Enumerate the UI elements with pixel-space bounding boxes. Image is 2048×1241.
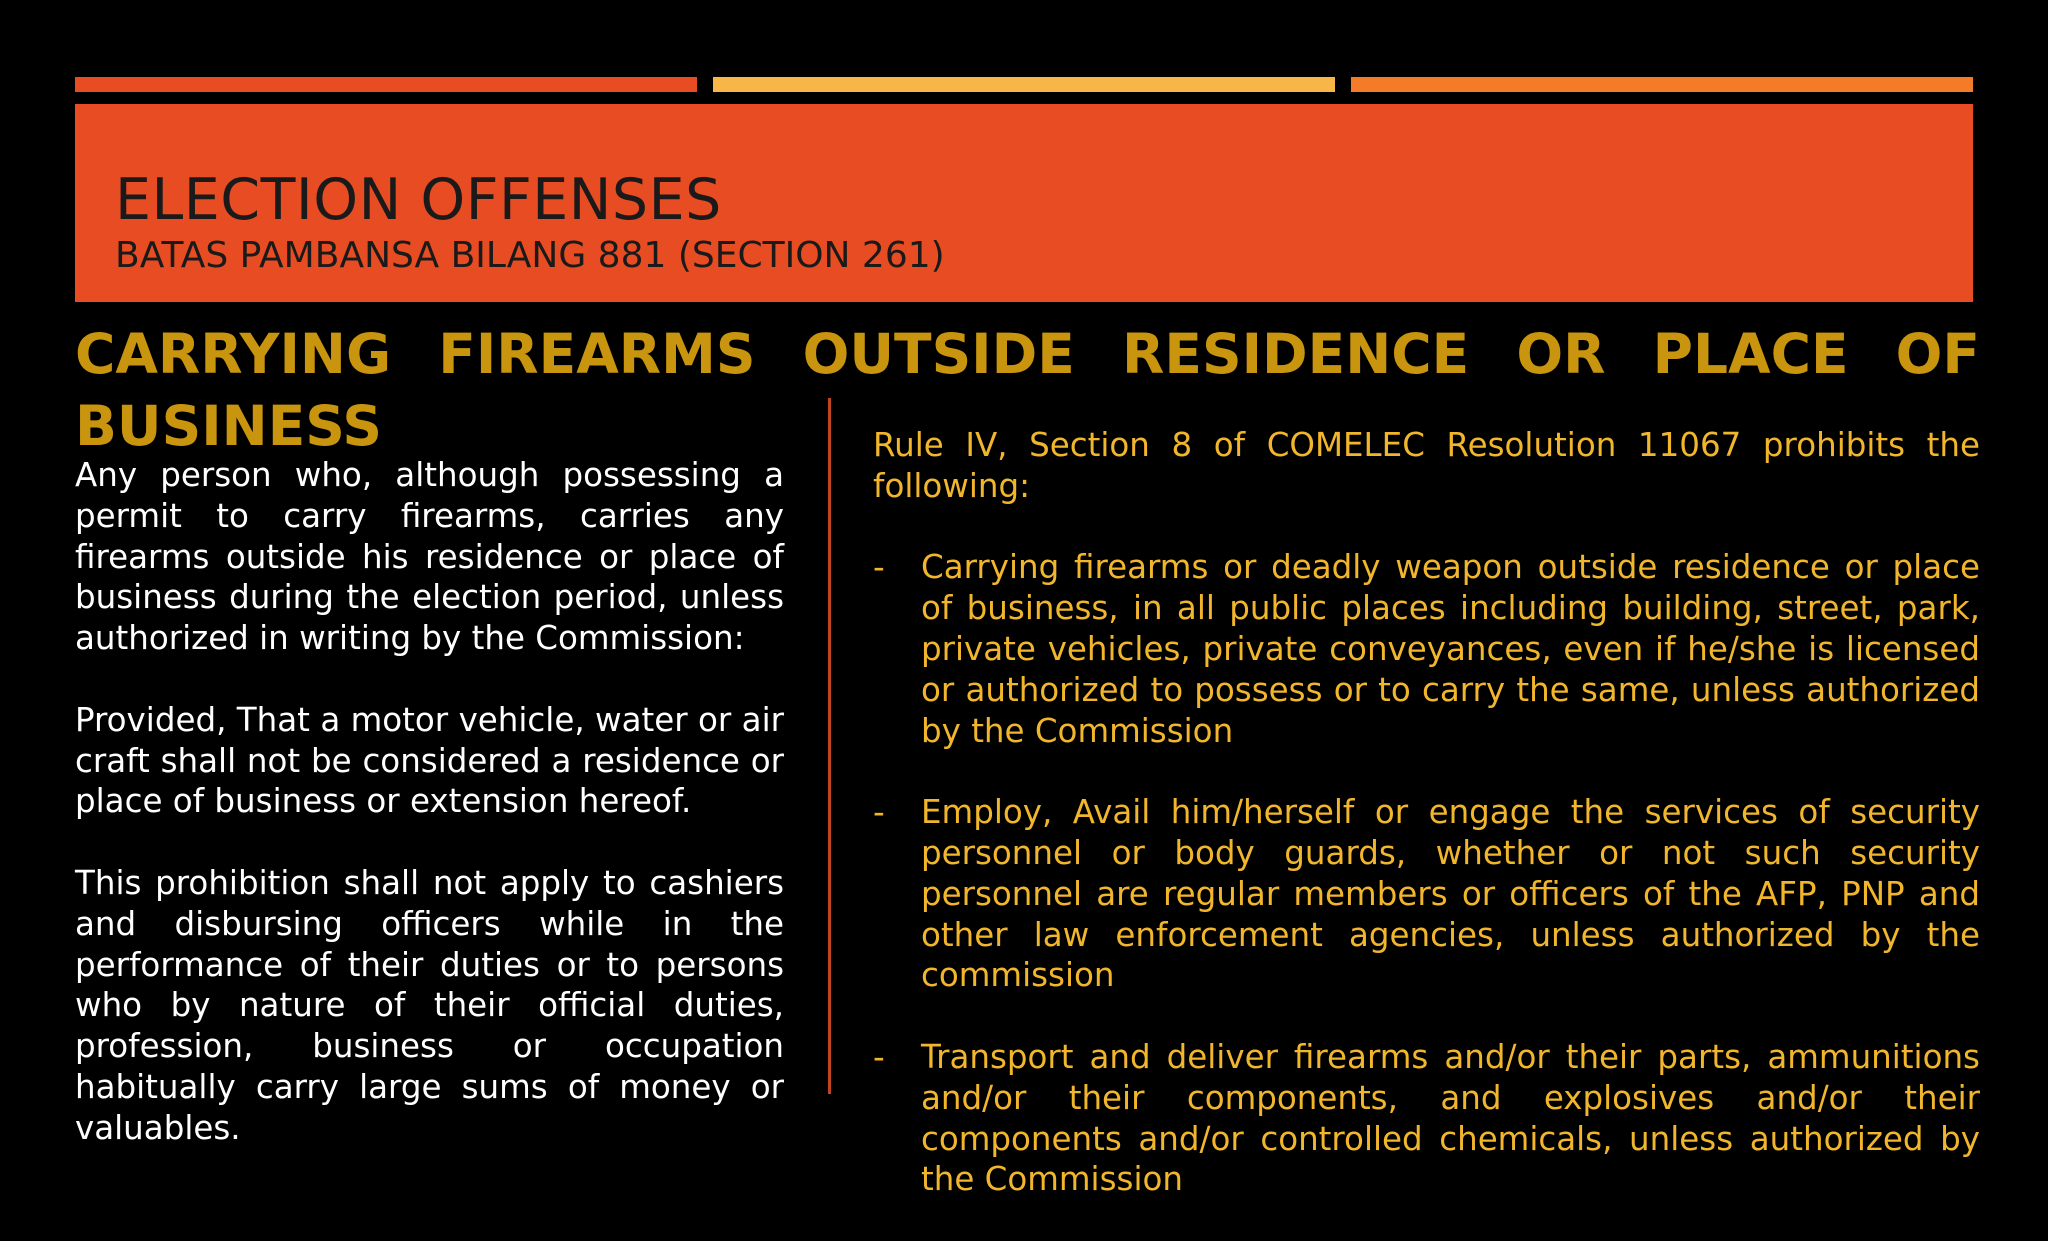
rule-item-text: Transport and deliver firearms and/or their parts, ammunitions and/or their components, and explosives and/or their components and/or controlled chemicals, unless authorized by the Commission — [921, 1037, 1980, 1199]
right-column — [873, 425, 1980, 1241]
rule-item-text: Employ, Avail him/herself or engage the services of security personnel or body guards, whether or not such security personnel are regular members or officers of the AFP, PNP and other law enforcement agencies, unless authorized by the commission — [921, 793, 1980, 995]
slide-subtitle: BATAS PAMBANSA BILANG 881 (SECTION 261) — [115, 235, 945, 276]
section-heading: CARRYING FIREARMS OUTSIDE RESIDENCE OR PLACE OF BUSINESS — [75, 322, 1980, 458]
dash-bullet: - — [873, 793, 885, 832]
title-block — [75, 104, 1973, 302]
accent-bar-yellow — [713, 77, 1335, 92]
accent-bar-red — [75, 77, 697, 92]
rule-item-3 — [873, 1037, 1980, 1200]
left-paragraph-1: Any person who, although possessing a permit to carry firearms, carries any firearms outside his residence or place of business during the election period, unless authorized in writing by the Commission: — [75, 456, 784, 658]
rule-list — [873, 547, 1980, 1200]
column-divider — [828, 398, 831, 1094]
left-paragraph-2: Provided, That a motor vehicle, water or air craft shall not be considered a residence or place of business or extension hereof. — [75, 700, 784, 821]
dash-bullet: - — [873, 1037, 885, 1076]
rule-intro: Rule IV, Section 8 of COMELEC Resolution 11067 prohibits the following: — [873, 426, 1980, 505]
slide-title: ELECTION OFFENSES — [115, 167, 722, 233]
dash-bullet: - — [873, 548, 885, 587]
accent-bar-orange — [1351, 77, 1973, 92]
rule-item-1 — [873, 547, 1980, 751]
rule-item-text: Carrying firearms or deadly weapon outside residence or place of business, in all public places including building, street, park, private vehicles, private conveyances, even if he/she is licensed or authorized to possess or to carry the same, unless authorized by the Commission — [921, 548, 1980, 750]
left-paragraph-3: This prohibition shall not apply to cashiers and disbursing officers while in the performance of their duties or to persons who by nature of their official duties, profession, business or occupation habitually carry large sums of money or valuables. — [75, 863, 784, 1147]
left-column — [75, 455, 784, 1189]
rule-item-2 — [873, 792, 1980, 996]
